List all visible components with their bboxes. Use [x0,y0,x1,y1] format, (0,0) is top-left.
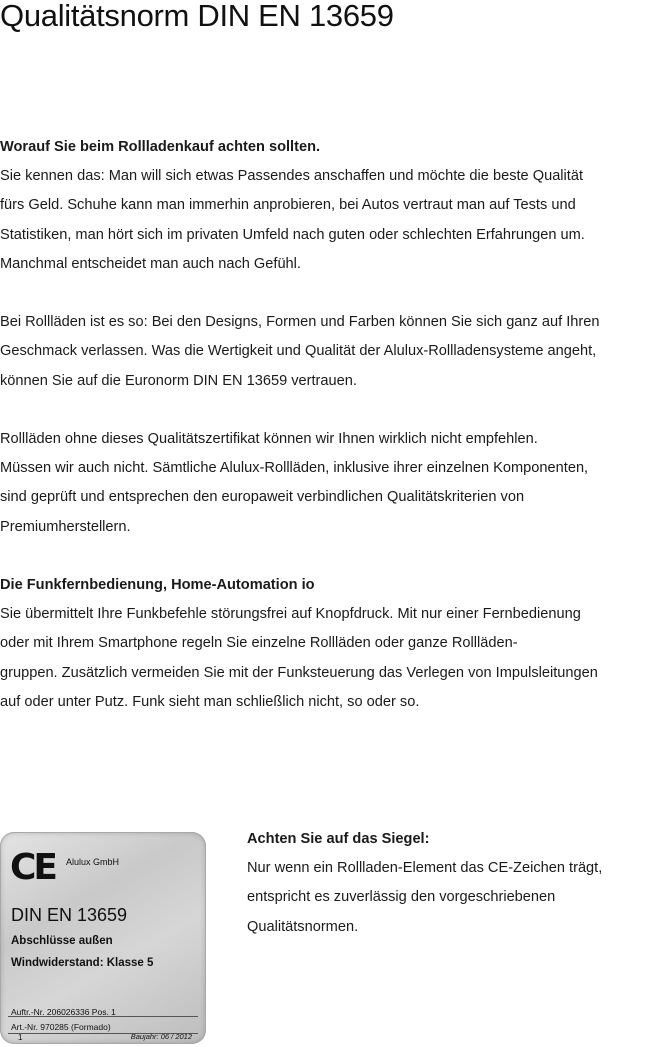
paragraph-line: fürs Geld. Schuhe kann man immerhin anprobieren, bei Autos vertraut man auf Tests und [0,197,576,214]
section-heading: Die Funkfernbedienung, Home-Automation io [0,577,315,593]
paragraph-line: Sie kennen das: Man will sich etwas Passendes anschaffen und möchte die beste Qualität [0,168,584,185]
seal-article-number: Art.-Nr. 970285 (Formado) [11,1022,111,1032]
article-body [0,133,655,746]
seal-order-number: Auftr.-Nr. 206026336 Pos. 1 [11,1007,116,1017]
ce-seal-plate [0,832,206,1044]
seal-company: Alulux GmbH [66,857,120,867]
paragraph-line: Bei Rollläden ist es so: Bei den Designs, Formen und Farben können Sie sich ganz auf Ihren [0,314,600,331]
seal-build-year: Baujahr: 06 / 2012 [130,1032,192,1041]
seal-wind-class: Windwiderstand: Klasse 5 [11,957,154,969]
paragraph-line: Premiumherstellern. [0,518,131,535]
seal-divider [8,1016,198,1017]
siegel-line: entspricht es zuverlässig den vorgeschriebenen [247,889,556,906]
siegel-line: Qualitätsnormen. [247,918,359,935]
paragraph-line: Sie übermittelt Ihre Funkbefehle störungsfrei auf Knopfdruck. Mit nur einer Fernbedienung [0,606,581,623]
paragraph-line: Rollläden ohne dieses Qualitätszertifikat können wir Ihnen wirklich nicht empfehlen. [0,431,538,447]
paragraph-line: Geschmack verlassen. Was die Wertigkeit und Qualität der Alulux-Rollladensysteme angeht, [0,343,597,360]
siegel-line: Nur wenn ein Rollladen-Element das CE-Zeichen trägt, [247,860,603,877]
siegel-note [247,825,647,942]
paragraph-line: gruppen. Zusätzlich vermeiden Sie mit der Funksteuerung das Verlegen von Impulsleitungen [0,664,598,681]
paragraph-line: Statistiken, man hört sich im privaten Umfeld nach guten oder schlechten Erfahrungen um. [0,226,585,243]
section-remote-control [0,571,655,717]
page-title: Qualitätsnorm DIN EN 13659 [0,0,394,33]
seal-count: 1 [18,1033,23,1042]
paragraph-line: oder mit Ihrem Smartphone regeln Sie einzelne Rollläden oder ganze Rollläden- [0,635,518,652]
paragraph-line: können Sie auf die Euronorm DIN EN 13659 vertrauen. [0,372,357,389]
paragraph-line: Müssen wir auch nicht. Sämtliche Alulux-Rollläden, inklusive ihrer einzelnen Komponenten, [0,460,589,477]
paragraph-line: auf oder unter Putz. Funk sieht man schließlich nicht, so oder so. [0,693,420,710]
section-heading: Worauf Sie beim Rollladenkauf achten sollten. [0,139,321,155]
section-certificate [0,425,655,542]
paragraph-line: Manchmal entscheidet man auch nach Gefühl. [0,255,301,272]
paragraph-line: sind geprüft und entsprechen den europaweit verbindlichen Qualitätskriterien von [0,489,525,506]
section-purchase-advice [0,133,655,279]
ce-mark: CE [10,847,56,888]
seal-norm: DIN EN 13659 [11,905,128,925]
siegel-heading: Achten Sie auf das Siegel: [247,831,430,847]
seal-category: Abschlüsse außen [11,935,113,947]
section-design-quality [0,308,655,396]
